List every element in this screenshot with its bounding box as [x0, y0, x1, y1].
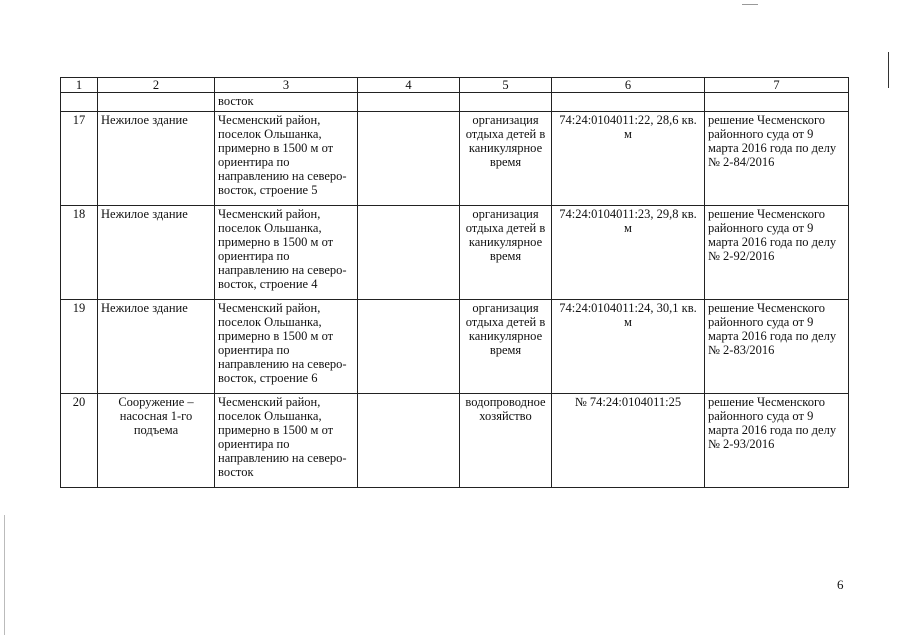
cell-empty	[460, 93, 552, 112]
cell-number: 18	[61, 206, 98, 300]
cell-address: Чесменский район, поселок Ольшанка, примерно в 1500 м от ориентира по направлению на северо-восток, строение 5	[215, 112, 358, 206]
cell-cadastral: 74:24:0104011:24, 30,1 кв. м	[552, 300, 705, 394]
table-row	[61, 394, 849, 488]
column-number: 6	[552, 78, 705, 93]
cell-name: Нежилое здание	[98, 206, 215, 300]
column-number: 3	[215, 78, 358, 93]
cell-purpose: организация отдыха детей в каникулярное время	[460, 206, 552, 300]
cell-empty	[61, 93, 98, 112]
cell-name: Нежилое здание	[98, 112, 215, 206]
cell-col4	[358, 394, 460, 488]
cell-decision: решение Чесменского районного суда от 9 марта 2016 года по делу № 2-84/2016	[705, 112, 849, 206]
cell-number: 19	[61, 300, 98, 394]
table-row	[61, 300, 849, 394]
cell-address: Чесменский район, поселок Ольшанка, примерно в 1500 м от ориентира по направлению на северо-восток, строение 4	[215, 206, 358, 300]
cell-empty	[552, 93, 705, 112]
table-row	[61, 206, 849, 300]
scan-artifact-left	[4, 515, 5, 635]
cell-number: 20	[61, 394, 98, 488]
column-number: 7	[705, 78, 849, 93]
cell-cadastral: 74:24:0104011:23, 29,8 кв. м	[552, 206, 705, 300]
column-number: 4	[358, 78, 460, 93]
cell-decision: решение Чесменского районного суда от 9 марта 2016 года по делу № 2-92/2016	[705, 206, 849, 300]
cell-purpose: организация отдыха детей в каникулярное время	[460, 112, 552, 206]
continuation-row	[61, 93, 849, 112]
cell-decision: решение Чесменского районного суда от 9 марта 2016 года по делу № 2-83/2016	[705, 300, 849, 394]
cell-col4	[358, 300, 460, 394]
cell-purpose: водопроводное хозяйство	[460, 394, 552, 488]
column-number: 2	[98, 78, 215, 93]
column-number: 1	[61, 78, 98, 93]
cell-cadastral: № 74:24:0104011:25	[552, 394, 705, 488]
cell-address: Чесменский район, поселок Ольшанка, примерно в 1500 м от ориентира по направлению на северо-восток, строение 6	[215, 300, 358, 394]
cell-name: Сооружение – насосная 1-го подъема	[98, 394, 215, 488]
cell-empty	[98, 93, 215, 112]
cell-address: восток	[215, 93, 358, 112]
cell-decision: решение Чесменского районного суда от 9 марта 2016 года по делу № 2-93/2016	[705, 394, 849, 488]
cell-purpose: организация отдыха детей в каникулярное время	[460, 300, 552, 394]
column-number: 5	[460, 78, 552, 93]
cell-empty	[358, 93, 460, 112]
cell-col4	[358, 206, 460, 300]
column-number-row	[61, 78, 849, 93]
cell-number: 17	[61, 112, 98, 206]
page-number: 6	[837, 577, 844, 592]
cell-name: Нежилое здание	[98, 300, 215, 394]
scan-artifact-right	[888, 52, 889, 88]
cell-cadastral: 74:24:0104011:22, 28,6 кв. м	[552, 112, 705, 206]
scan-artifact-top	[742, 4, 758, 5]
table-row	[61, 112, 849, 206]
property-table	[60, 77, 849, 488]
cell-empty	[705, 93, 849, 112]
cell-address: Чесменский район, поселок Ольшанка, примерно в 1500 м от ориентира по направлению на северо-восток	[215, 394, 358, 488]
cell-col4	[358, 112, 460, 206]
